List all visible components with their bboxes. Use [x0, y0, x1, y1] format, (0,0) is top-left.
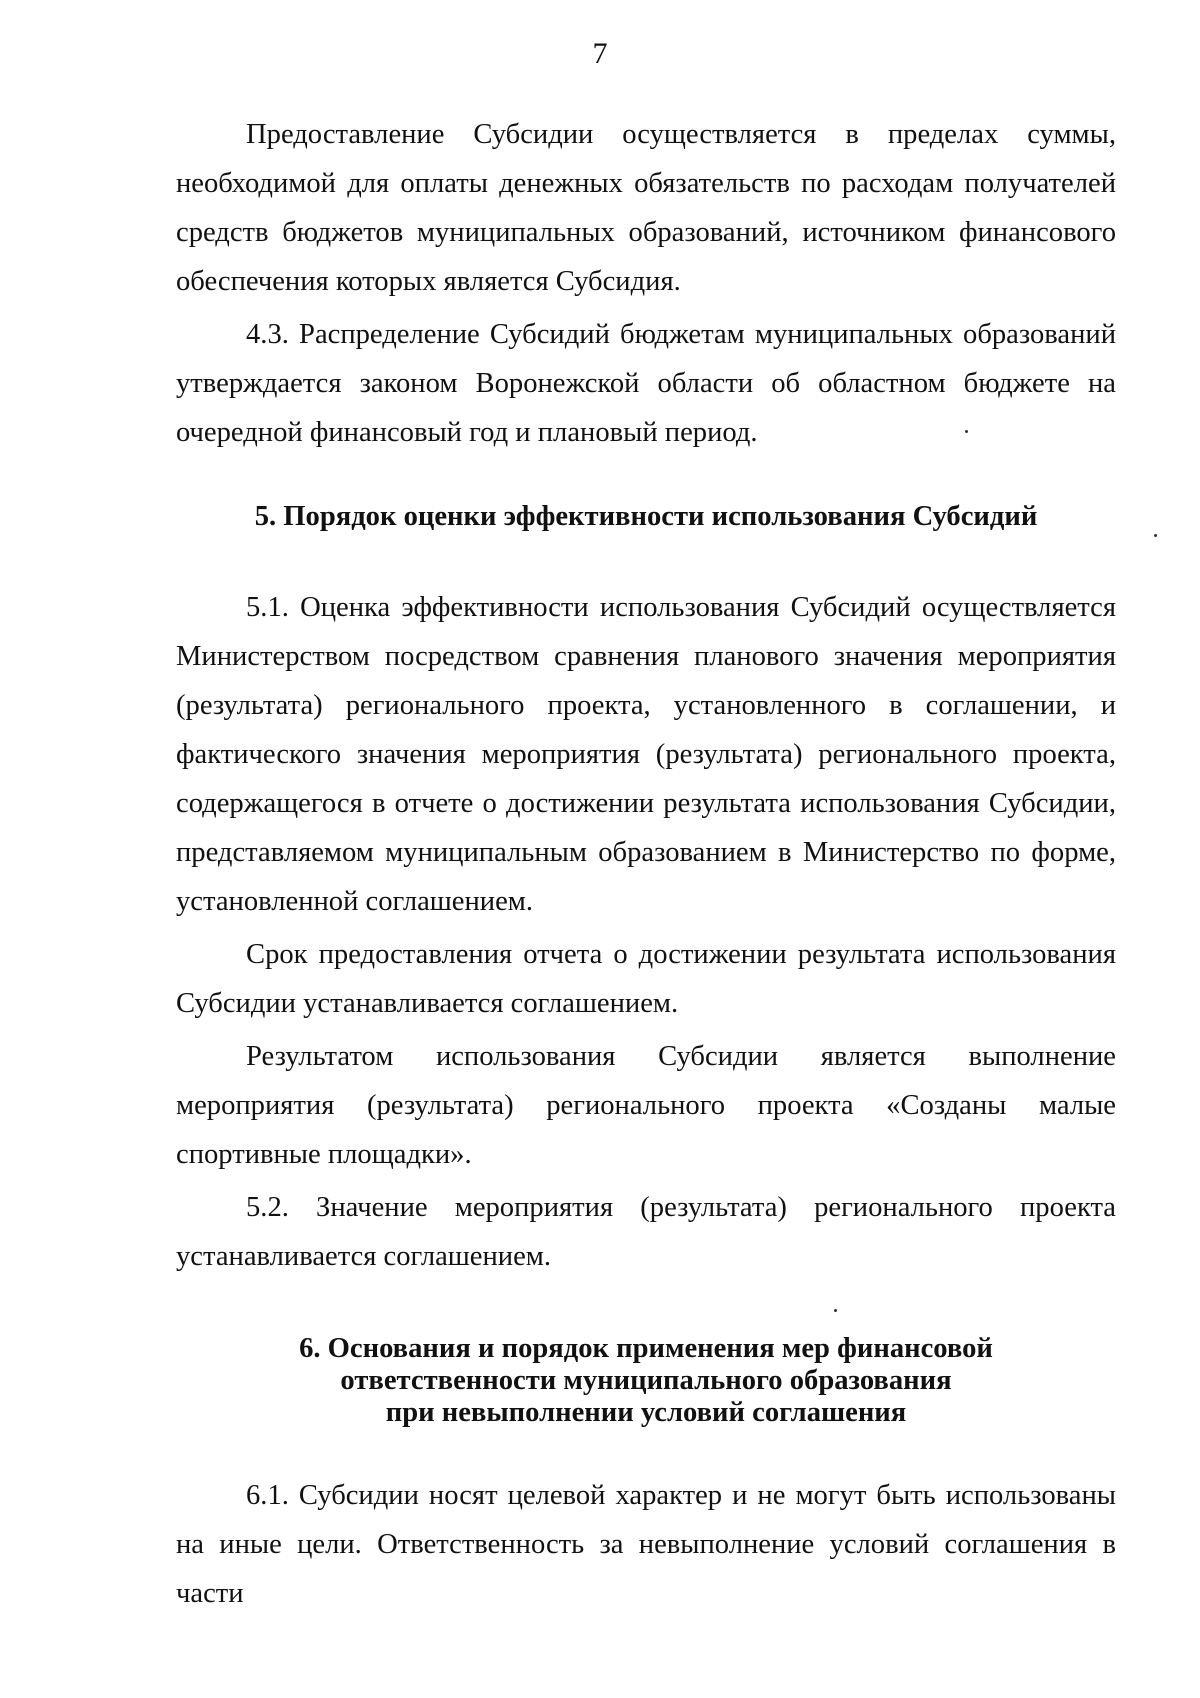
paragraph-report-deadline: Срок предоставления отчета о достижении результата использования Субсидии устанавливается соглашением. [176, 939, 1116, 1019]
page-number: 7 [592, 37, 608, 70]
paragraph-4-3: 4.3. Распределение Субсидий бюджетам муниципальных образований утверждается законом Воронежской области об областном бюджете на очередной финансовый год и плановый период. [176, 319, 1116, 448]
scan-speck [1154, 534, 1157, 537]
section-6-heading-line-2: ответственности муниципального образования [340, 1365, 952, 1396]
paragraph-5-1: 5.1. Оценка эффективности использования Субсидий осуществляется Министерством посредством сравнения планового значения мероприятия (результата) регионального проекта, установленного в соглашении, и фактического значения мероприятия (результата) регионального проекта, содержащегося в отчете о достижении результата использования Субсидии, представляемом муниципальным образованием в Министерство по форме, установленной соглашением. [176, 592, 1116, 917]
paragraph-subsidy-result: Результатом использования Субсидии является выполнение мероприятия (результата) регионального проекта «Созданы малые спортивные площадки». [176, 1041, 1116, 1170]
scan-speck [965, 430, 968, 433]
paragraph-5-2: 5.2. Значение мероприятия (результата) регионального проекта устанавливается соглашением. [176, 1192, 1116, 1272]
scan-speck [834, 1309, 837, 1312]
section-6-heading [176, 1333, 1116, 1429]
paragraph-subsidy-limit: Предоставление Субсидии осуществляется в пределах суммы, необходимой для оплаты денежных обязательств по расходам получателей средств бюджетов муниципальных образований, источником финансового обеспечения которых является Субсидия. [176, 119, 1116, 297]
section-6-heading-line-1: 6. Основания и порядок применения мер финансовой [299, 1333, 993, 1364]
document-body [176, 110, 1116, 1618]
paragraph-6-1: 6.1. Субсидии носят целевой характер и не могут быть использованы на иные цели. Ответственность за невыполнение условий соглашения в части [176, 1480, 1116, 1609]
section-6-heading-line-3: при невыполнении условий соглашения [385, 1397, 907, 1428]
section-5-heading: 5. Порядок оценки эффективности использования Субсидий [254, 501, 1038, 532]
